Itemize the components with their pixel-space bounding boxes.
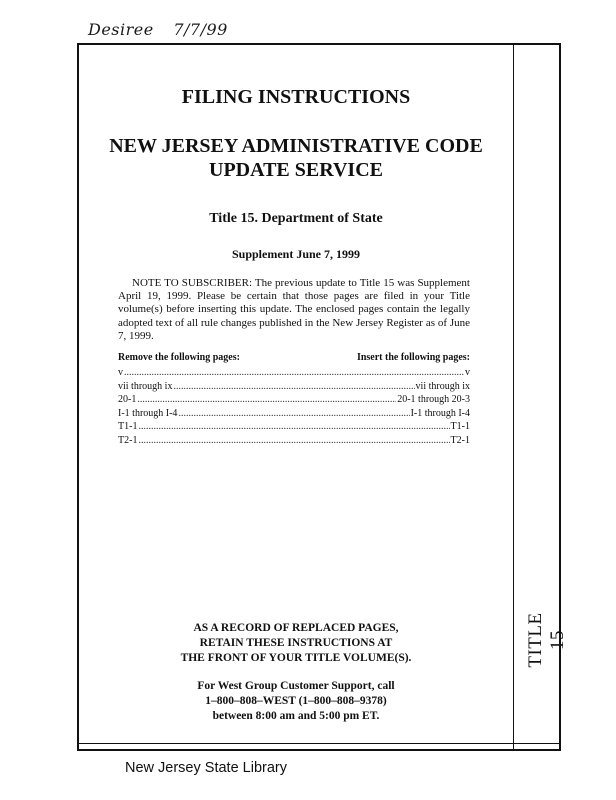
remove-page: vii through ix [118,380,173,392]
insert-page: T2-1 [450,434,470,446]
record-line: AS A RECORD OF REPLACED PAGES, [193,622,399,634]
insert-page: 20-1 through 20-3 [397,394,470,405]
code-title-line2: UPDATE SERVICE [209,159,383,181]
title-number: Title 15. Department of State [209,211,383,226]
filing-instructions-title: FILING INSTRUCTIONS [181,86,411,108]
leader-dots [137,394,396,405]
remove-page: I-1 through I-4 [118,407,178,419]
insert-page: T1-1 [450,421,470,432]
leader-dots [178,408,409,419]
record-line: THE FRONT OF YOUR TITLE VOLUME(S). [180,652,412,664]
library-footer: New Jersey State Library [125,760,287,776]
insert-page: vii through ix [415,380,470,392]
side-tab-label: TITLE 15 [525,612,568,668]
insert-page: v [465,367,470,378]
frame-bottom-rule [77,743,561,744]
support-line: For West Group Customer Support, call [197,680,395,692]
remove-pages-header: Remove the following pages: [118,352,240,363]
pages-header [118,352,470,363]
leader-dots [124,367,464,378]
code-title [100,134,492,182]
handwritten-date: 7/7/99 [173,20,228,39]
side-tab-divider [513,43,514,749]
record-line: RETAIN THESE INSTRUCTIONS AT [199,637,393,649]
page-row [118,394,470,408]
code-title-line1: NEW JERSEY ADMINISTRATIVE CODE [109,135,483,157]
customer-support [100,679,492,724]
leader-dots [173,381,414,392]
remove-page: T1-1 [118,421,138,432]
handwritten-annotation [88,20,242,39]
insert-pages-header: Insert the following pages: [356,352,470,363]
page-row [118,381,470,395]
remove-page: T2-1 [118,434,138,446]
handwritten-name: Desiree [88,20,154,39]
page-row [118,408,470,422]
record-instructions [100,621,492,666]
leader-dots [138,435,449,446]
pages-list [118,367,470,448]
insert-page: I-1 through I-4 [410,407,470,419]
page-row [118,435,470,449]
remove-page: 20-1 [118,394,137,405]
leader-dots [138,421,449,432]
subscriber-note: NOTE TO SUBSCRIBER: The previous update to Title 15 was Supplement April 19, 1999. Please be certain that those pages are filed in your Title volume(s) before inserting this update. The enclosed pages contain the legally adopted text of all rule changes published in the New Jersey Register as of June 7, 1999. [118,277,470,342]
support-hours: between 8:00 am and 5:00 pm ET. [212,710,380,722]
remove-page: v [118,367,123,378]
page-row [118,421,470,435]
supplement-date: Supplement June 7, 1999 [231,247,361,261]
page-row [118,367,470,381]
support-phone: 1–800–808–WEST (1–800–808–9378) [205,695,387,707]
